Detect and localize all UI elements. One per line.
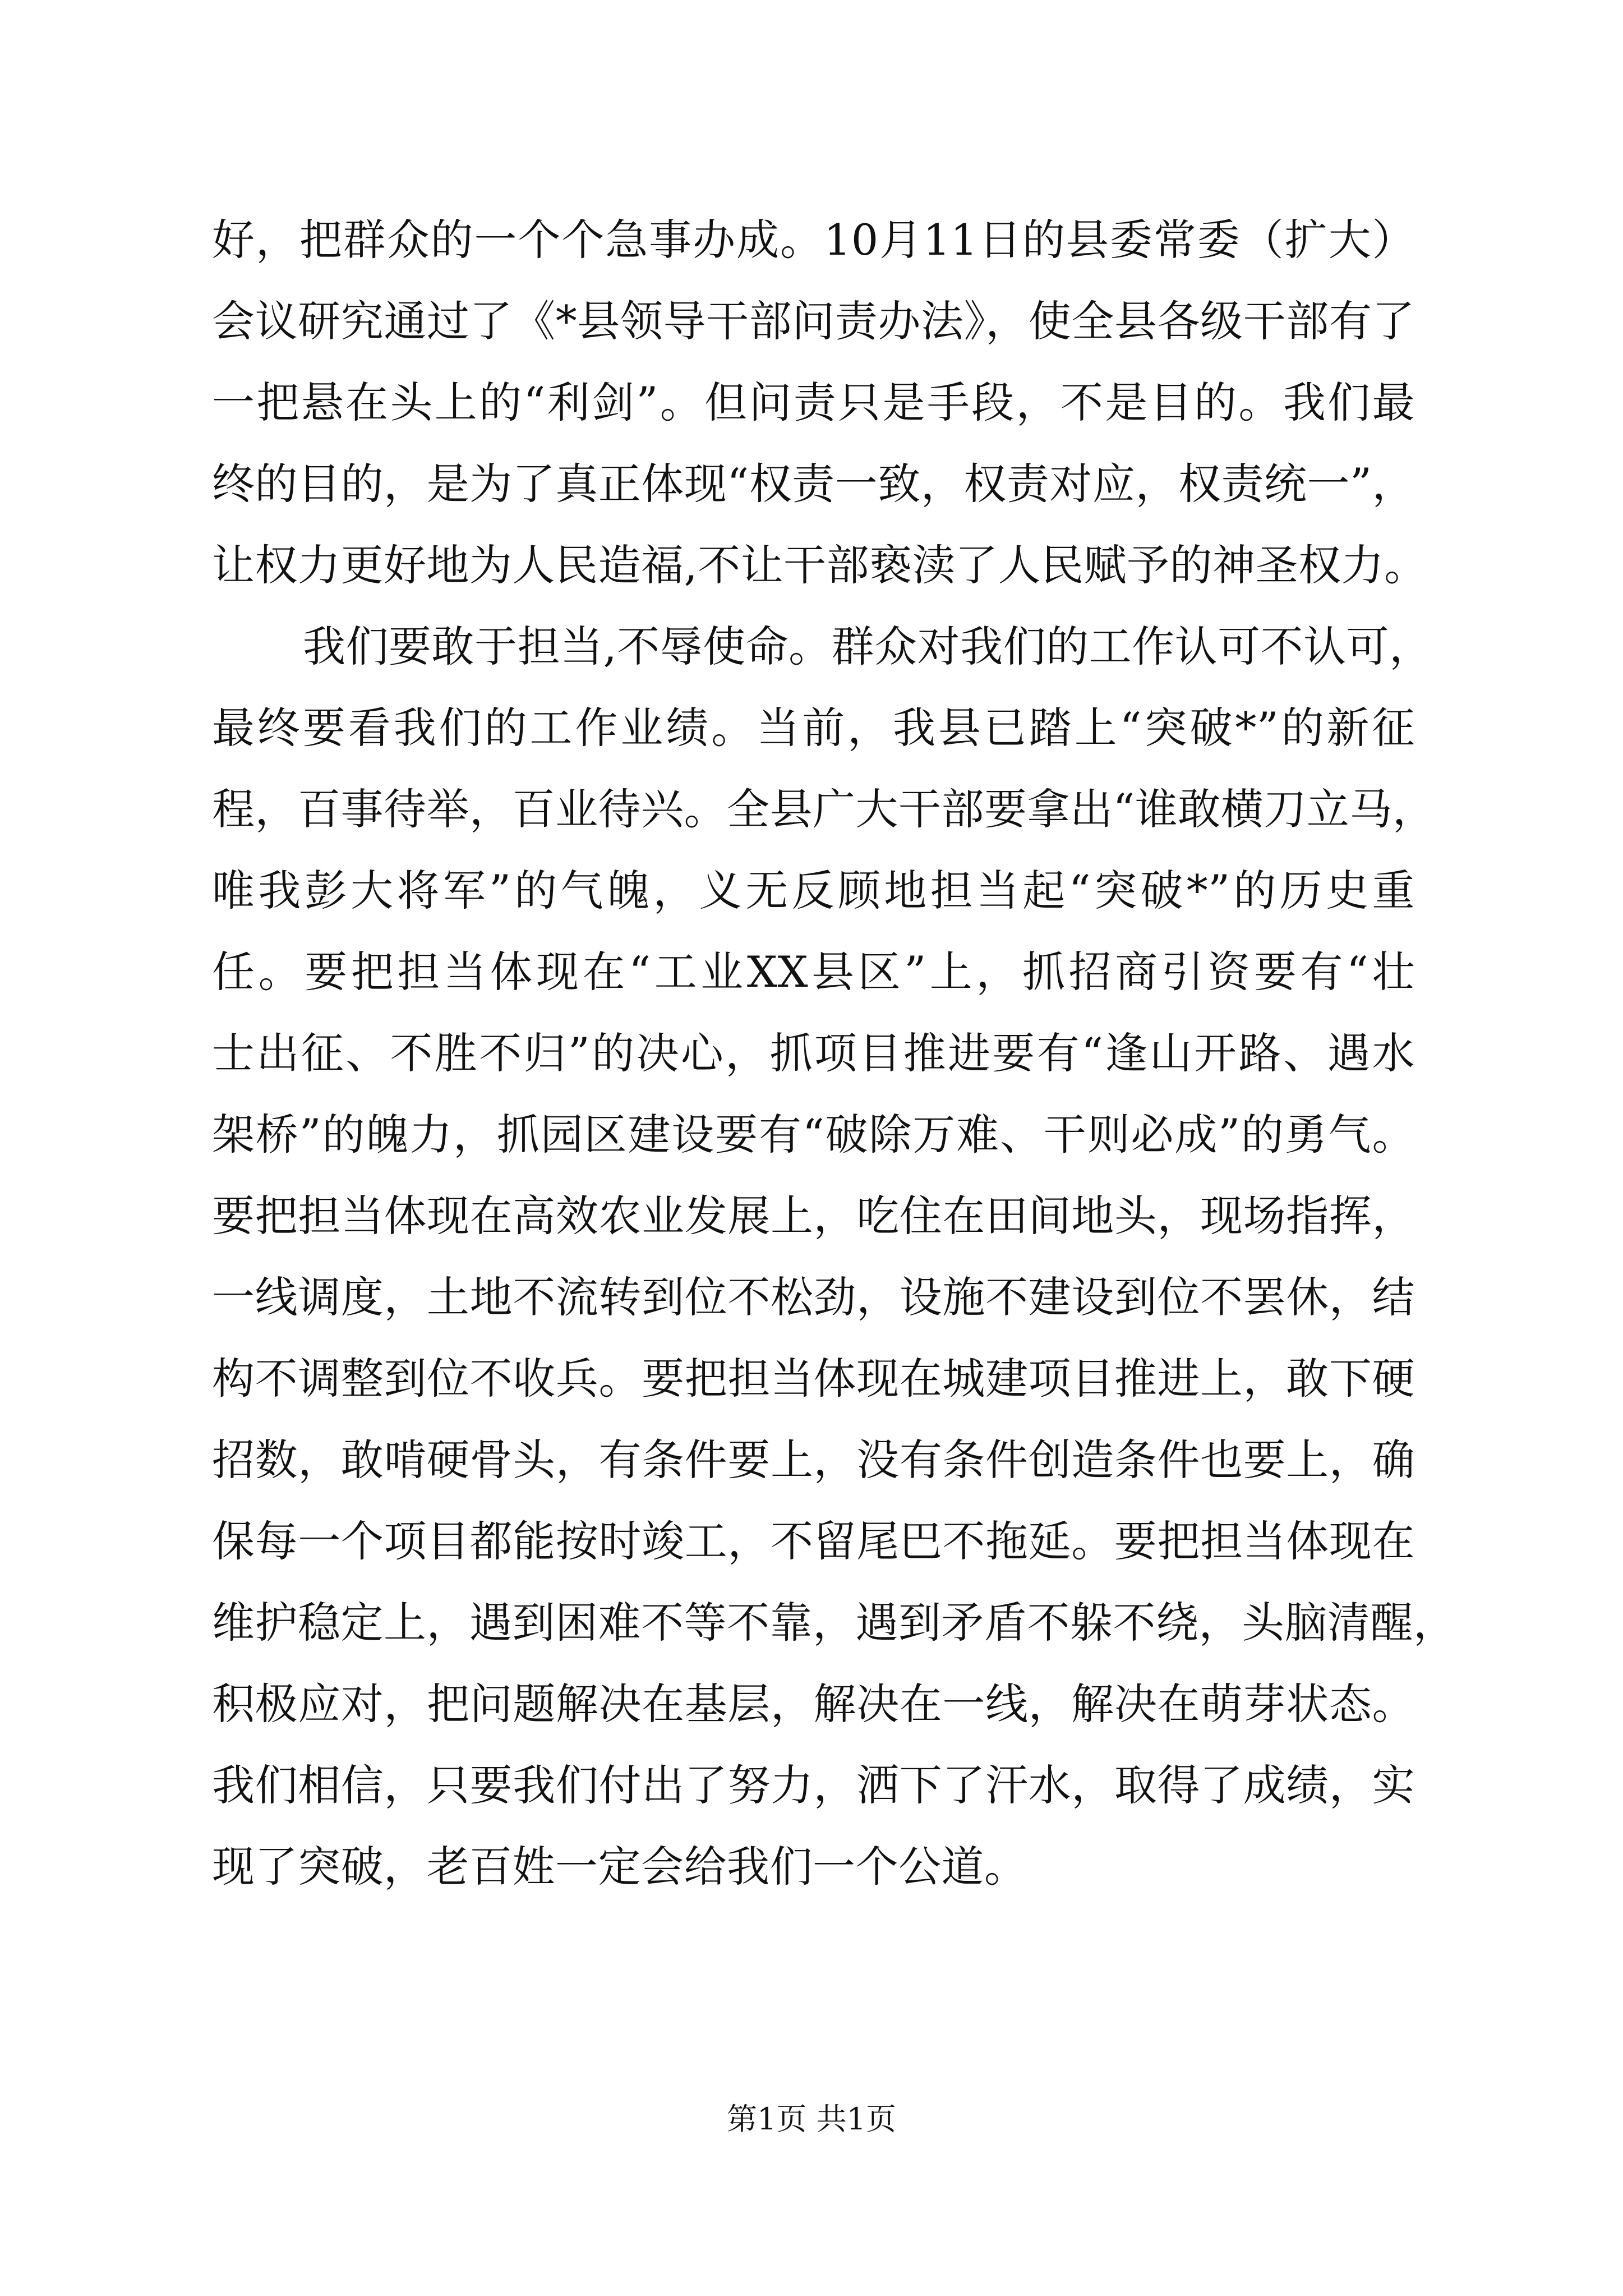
text-line: 会议研究通过了《*县领导干部问责办法》，使全县各级干部有了: [212, 296, 1415, 346]
text-line: 一把悬在头上的“利剑”。但问责只是手段，不是目的。我们最: [212, 378, 1415, 427]
text-line: 构不调整到位不收兵。要把担当体现在城建项目推进上，敢下硬: [212, 1354, 1415, 1404]
paragraph-2: [212, 606, 1456, 1907]
text-line: 好，把群众的一个个急事办成。10月11日的县委常委（扩大）: [212, 215, 1415, 265]
text-line: 最终要看我们的工作业绩。当前，我县已踏上“突破*”的新征: [212, 703, 1415, 753]
text-line: 要把担当体现在高效农业发展上，吃住在田间地头，现场指挥，: [212, 1191, 1415, 1241]
text-line: 招数，敢啃硬骨头，有条件要上，没有条件创造条件也要上，确: [212, 1435, 1415, 1485]
text-line: 让权力更好地为人民造福,不让干部亵渎了人民赋予的神圣权力。: [212, 540, 1427, 590]
text-line: 架桥”的魄力，抓园区建设要有“破除万难、干则必成”的勇气。: [212, 1110, 1415, 1159]
page-footer: [0, 2097, 1623, 2142]
text-line: 我们要敢于担当,不辱使命。群众对我们的工作认可不认可，: [303, 622, 1432, 671]
text-line: 程，百事待举，百业待兴。全县广大干部要拿出“谁敢横刀立马，: [212, 784, 1436, 834]
text-line: 终的目的，是为了真正体现“权责一致，权责对应，权责统一”，: [212, 459, 1415, 509]
text-line: 积极应对，把问题解决在基层，解决在一线，解决在萌芽状态。: [212, 1679, 1415, 1729]
page-number: 第1页 共1页: [727, 2101, 896, 2137]
paragraph-1: [212, 199, 1427, 606]
text-line: 保每一个项目都能按时竣工，不留尾巴不拖延。要把担当体现在: [212, 1516, 1415, 1566]
text-line: 维护稳定上，遇到困难不等不靠，遇到矛盾不躲不绕，头脑清醒，: [212, 1598, 1456, 1648]
text-line: 一线调度，土地不流转到位不松劲，设施不建设到位不罢休，结: [212, 1272, 1415, 1322]
text-line: 士出征、不胜不归”的决心，抓项目推进要有“逢山开路、遇水: [212, 1028, 1415, 1078]
text-line: 现了突破，老百姓一定会给我们一个公道。: [212, 1842, 1027, 1892]
text-line: 唯我彭大将军”的气魄，义无反顾地担当起“突破*”的历史重: [212, 866, 1415, 915]
text-line: 我们相信，只要我们付出了努力，洒下了汗水，取得了成绩，实: [212, 1760, 1415, 1810]
text-line: 任。要把担当体现在“工业XX县区”上，抓招商引资要有“壮: [212, 947, 1415, 997]
document-body: [212, 199, 1456, 1907]
